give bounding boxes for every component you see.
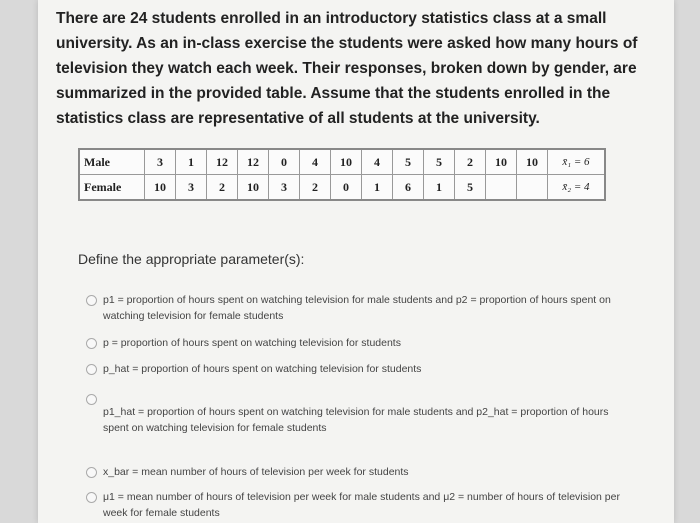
option-label: p1 = proportion of hours spent on watching television for male students and p2 = proportion of hours spent on watching television for female students xyxy=(103,294,611,322)
table-cell: 3 xyxy=(145,149,176,175)
option-label: x_bar = mean number of hours of television per week for students xyxy=(103,466,409,478)
radio-button[interactable] xyxy=(86,492,97,503)
table-cell: 4 xyxy=(362,149,393,175)
option-p-hat[interactable] xyxy=(86,361,626,377)
table-cell: 4 xyxy=(300,149,331,175)
radio-button[interactable] xyxy=(86,467,97,478)
table-cell: 2 xyxy=(207,175,238,201)
table-cell: 1 xyxy=(176,149,207,175)
table-cell: 12 xyxy=(207,149,238,175)
option-p[interactable] xyxy=(86,335,626,351)
option-label: p1_hat = proportion of hours spent on watching television for male students and p2_hat = proportion of hours spent on watching television for female students xyxy=(103,406,609,434)
table-cell: 10 xyxy=(517,149,548,175)
table-cell: 3 xyxy=(269,175,300,201)
option-label: p = proportion of hours spent on watching television for students xyxy=(103,337,401,349)
option-p1-p2[interactable] xyxy=(86,292,626,324)
table-cell: 1 xyxy=(424,175,455,201)
female-mean: x̄₂ = 4 xyxy=(548,175,606,201)
table-cell: 5 xyxy=(455,175,486,201)
table-cell: 5 xyxy=(393,149,424,175)
option-p1hat-p2hat[interactable] xyxy=(86,391,626,436)
table-cell: 2 xyxy=(455,149,486,175)
table-cell: 0 xyxy=(331,175,362,201)
table-cell: 1 xyxy=(362,175,393,201)
data-table xyxy=(78,148,606,201)
option-mu1-mu2[interactable] xyxy=(86,489,626,521)
table-cell: 5 xyxy=(424,149,455,175)
table-row-male xyxy=(79,149,605,175)
option-x-bar[interactable] xyxy=(86,464,626,480)
table-cell: 6 xyxy=(393,175,424,201)
table-cell: 3 xyxy=(176,175,207,201)
radio-button[interactable] xyxy=(86,295,97,306)
question-text: There are 24 students enrolled in an introductory statistics class at a small university. As an in-class exercise the students were asked how many hours of television they watch each week. Their responses, broken down by gender, are summarized in the provided table. Assume that the students enrolled in the statistics class are representative of all students at the university. xyxy=(56,10,638,127)
question-page xyxy=(38,0,674,523)
radio-button[interactable] xyxy=(86,338,97,349)
table-cell: 10 xyxy=(145,175,176,201)
prompt-text: Define the appropriate parameter(s): xyxy=(78,251,305,267)
table-cell: 10 xyxy=(331,149,362,175)
row-label-male: Male xyxy=(79,149,145,175)
table-cell: 2 xyxy=(300,175,331,201)
table-row-female xyxy=(79,175,605,201)
radio-button[interactable] xyxy=(86,394,97,405)
table-cell: 12 xyxy=(238,149,269,175)
male-mean: x̄₁ = 6 xyxy=(548,149,606,175)
table-cell: 0 xyxy=(269,149,300,175)
radio-button[interactable] xyxy=(86,364,97,375)
option-label: p_hat = proportion of hours spent on watching television for students xyxy=(103,363,422,375)
row-label-female: Female xyxy=(79,175,145,201)
table-cell xyxy=(517,175,548,201)
table-cell xyxy=(486,175,517,201)
table-cell: 10 xyxy=(238,175,269,201)
table-cell: 10 xyxy=(486,149,517,175)
option-label: μ1 = mean number of hours of television per week for male students and μ2 = number of hours of television per week for female students xyxy=(103,491,620,519)
